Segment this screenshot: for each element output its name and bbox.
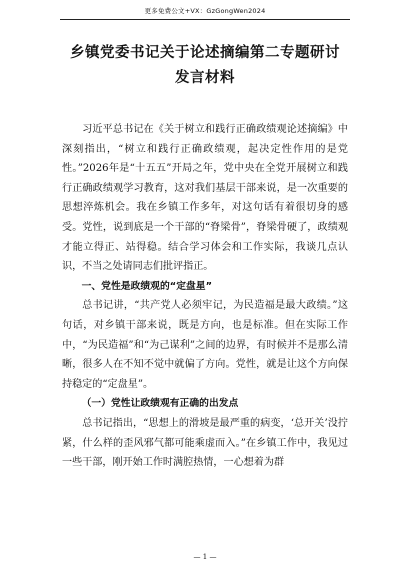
paragraph-subsection-1: 总书记指出，“思想上的滑坡是最严重的病变，‘总开关’没拧紧，什么样的歪风邪气都可能乘虚而入。”在乡镇工作中，我见过一些干部，刚开始工作时满腔热情，一心想着为群 xyxy=(62,417,348,469)
section-heading-1: 一、党性是政绩观的“定盘星” xyxy=(81,280,213,292)
document-body xyxy=(62,120,348,473)
paragraph-section-1: 总书记讲，“共产党人必须牢记，为民造福是最大政绩。”这句话，对乡镇干部来说，既是方向，也是标准。但在实际工作中，“为民造福”和“为己谋利”之间的边界，有时候并不是那么清晰，很多人在不知不觉中就偏了方向。党性，就是让这个方向保持稳定的“定盘星”。 xyxy=(62,300,348,390)
paragraph-intro: 习近平总书记在《关于树立和践行正确政绩观论述摘编》中深刻指出，“树立和践行正确政绩观，起决定性作用的是党性。”2026年是“十五五”开局之年，党中央在全党开展树立和践行正确政绩观学习教育，这对我们基层干部来说，是一次重要的思想淬炼机会。我在乡镇工作多年，对这句话有着很切身的感受。党性，说到底是一个干部的“脊梁骨”，脊梁骨硬了，政绩观才能立得正、站得稳。结合学习体会和工作实际，我谈几点认识，不当之处请同志们批评指正。 xyxy=(62,124,348,273)
page-header: 更多免费公文+VX：GzGongWen2024 xyxy=(144,7,266,15)
document-title: 乡镇党委书记关于论述摘编第二专题研讨发言材料 xyxy=(70,44,340,86)
header-divider xyxy=(60,19,350,20)
subsection-heading-1: （一）党性让政绩观有正确的出发点 xyxy=(81,398,239,410)
page-number: — 1 — xyxy=(193,553,217,561)
